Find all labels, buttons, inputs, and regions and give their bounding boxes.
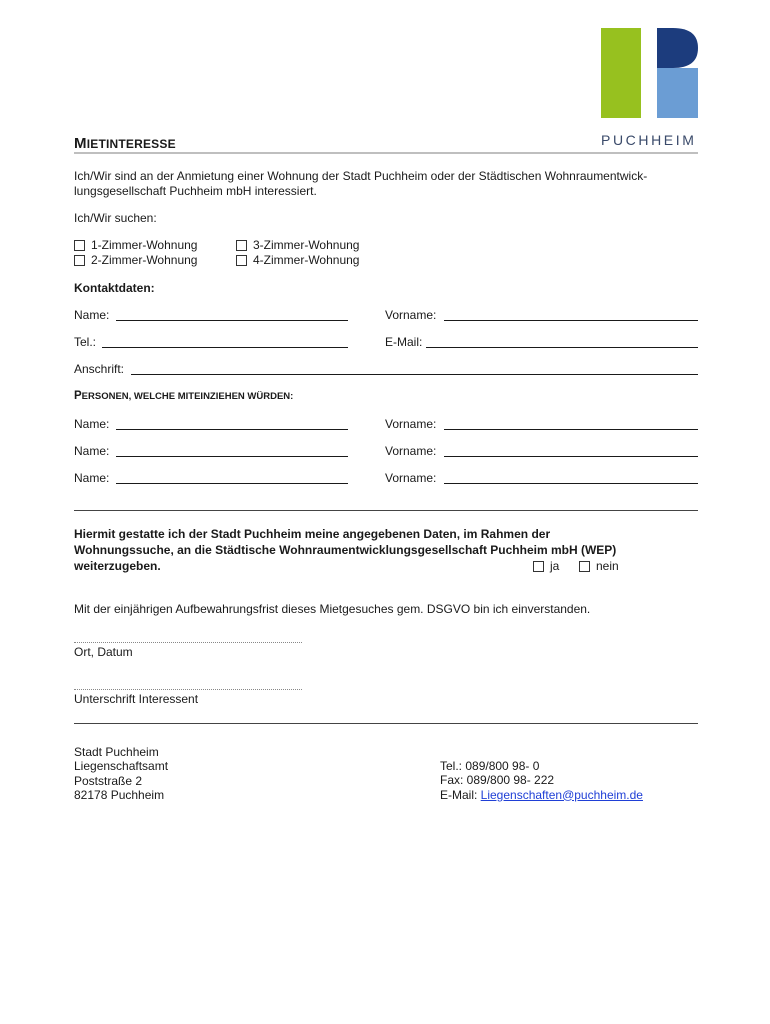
- checkbox-nein[interactable]: nein: [579, 559, 619, 573]
- address-label: Anschrift:: [74, 362, 125, 376]
- checkbox-3-zimmer[interactable]: 3-Zimmer-Wohnung: [236, 238, 359, 252]
- person-row-1: [74, 417, 698, 431]
- retention-text: Mit der einjährigen Aufbewahrungsfrist dieses Mietgesuches gem. DSGVO bin ich einverstanden.: [74, 602, 591, 616]
- person-vorname-label: Vorname:: [385, 444, 437, 458]
- search-label: Ich/Wir suchen:: [74, 211, 157, 225]
- checkbox-1-zimmer[interactable]: 1-Zimmer-Wohnung: [74, 238, 197, 252]
- checkbox-box[interactable]: [236, 240, 247, 251]
- person-name-label: Name:: [74, 471, 110, 485]
- name-label: Name:: [74, 308, 110, 322]
- contact-tel-row: [74, 335, 698, 349]
- intro-line-1: Ich/Wir sind an der Anmietung einer Wohnung der Stadt Puchheim oder der Städtischen Wohnraumentwick-: [74, 169, 648, 183]
- person-name-input-line[interactable]: [116, 483, 348, 484]
- vorname-label: Vorname:: [385, 308, 437, 322]
- checkbox-box[interactable]: [74, 240, 85, 251]
- section-divider: [74, 510, 698, 511]
- footer-address-line: Stadt Puchheim: [74, 745, 159, 759]
- place-date-label: Ort, Datum: [74, 645, 133, 659]
- consent-line-3: weiterzugeben.: [74, 559, 161, 573]
- email-label: E-Mail:: [385, 335, 423, 349]
- person-vorname-input-line[interactable]: [444, 483, 698, 484]
- checkbox-box[interactable]: [533, 561, 544, 572]
- person-row-2: [74, 444, 698, 458]
- person-vorname-label: Vorname:: [385, 417, 437, 431]
- signature-label: Unterschrift Interessent: [74, 692, 199, 706]
- footer-address: [74, 745, 168, 802]
- intro-line-2: lungsgesellschaft Puchheim mbH interessiert.: [74, 184, 317, 198]
- person-name-input-line[interactable]: [116, 456, 348, 457]
- consent-line-1: Hiermit gestatte ich der Stadt Puchheim meine angegebenen Daten, im Rahmen der: [74, 527, 551, 541]
- checkbox-box[interactable]: [236, 255, 247, 266]
- checkbox-2-zimmer[interactable]: 2-Zimmer-Wohnung: [74, 253, 197, 267]
- contact-address-row: [74, 362, 698, 376]
- logo-wordmark: PUCHHEIM: [601, 132, 697, 148]
- title-divider: [74, 152, 698, 154]
- person-vorname-label: Vorname:: [385, 471, 437, 485]
- tel-label: Tel.:: [74, 335, 97, 349]
- footer-address-line: Liegenschaftsamt: [74, 759, 169, 774]
- checkbox-box[interactable]: [579, 561, 590, 572]
- footer-address-line: 82178 Puchheim: [74, 787, 165, 802]
- email-input-line[interactable]: [426, 347, 698, 348]
- footer-contact: [440, 759, 643, 802]
- persons-heading: PERSONEN, WELCHE MITEINZIEHEN WÜRDEN:: [74, 390, 294, 402]
- contact-heading: Kontaktdaten:: [74, 281, 155, 295]
- tel-input-line[interactable]: [102, 347, 348, 348]
- footer-address-line: Poststraße 2: [74, 773, 143, 788]
- checkbox-ja[interactable]: ja: [533, 559, 559, 573]
- footer-divider: [74, 723, 698, 724]
- person-name-input-line[interactable]: [116, 429, 348, 430]
- address-input-line[interactable]: [131, 374, 698, 375]
- checkbox-4-zimmer[interactable]: 4-Zimmer-Wohnung: [236, 253, 359, 267]
- checkbox-box[interactable]: [74, 255, 85, 266]
- footer-fax: Fax: 089/800 98- 222: [440, 773, 555, 788]
- contact-name-row: [74, 308, 698, 322]
- person-vorname-input-line[interactable]: [444, 429, 698, 430]
- person-vorname-input-line[interactable]: [444, 456, 698, 457]
- person-row-3: [74, 471, 698, 485]
- place-date-line[interactable]: [74, 642, 302, 643]
- intro-paragraph: [74, 169, 704, 199]
- footer-email-row: E-Mail: Liegenschaften@puchheim.de: [440, 787, 643, 802]
- vorname-input-line[interactable]: [444, 320, 698, 321]
- footer-tel: Tel.: 089/800 98- 0: [440, 759, 540, 773]
- email-link[interactable]: Liegenschaften@puchheim.de: [480, 787, 643, 802]
- signature-line[interactable]: [74, 689, 302, 690]
- consent-line-2: Wohnungssuche, an die Städtische Wohnraumentwicklungsgesellschaft Puchheim mbH (WEP): [74, 543, 617, 557]
- name-input-line[interactable]: [116, 320, 348, 321]
- page-title: MIETINTERESSE: [74, 135, 176, 152]
- person-name-label: Name:: [74, 444, 110, 458]
- person-name-label: Name:: [74, 417, 110, 431]
